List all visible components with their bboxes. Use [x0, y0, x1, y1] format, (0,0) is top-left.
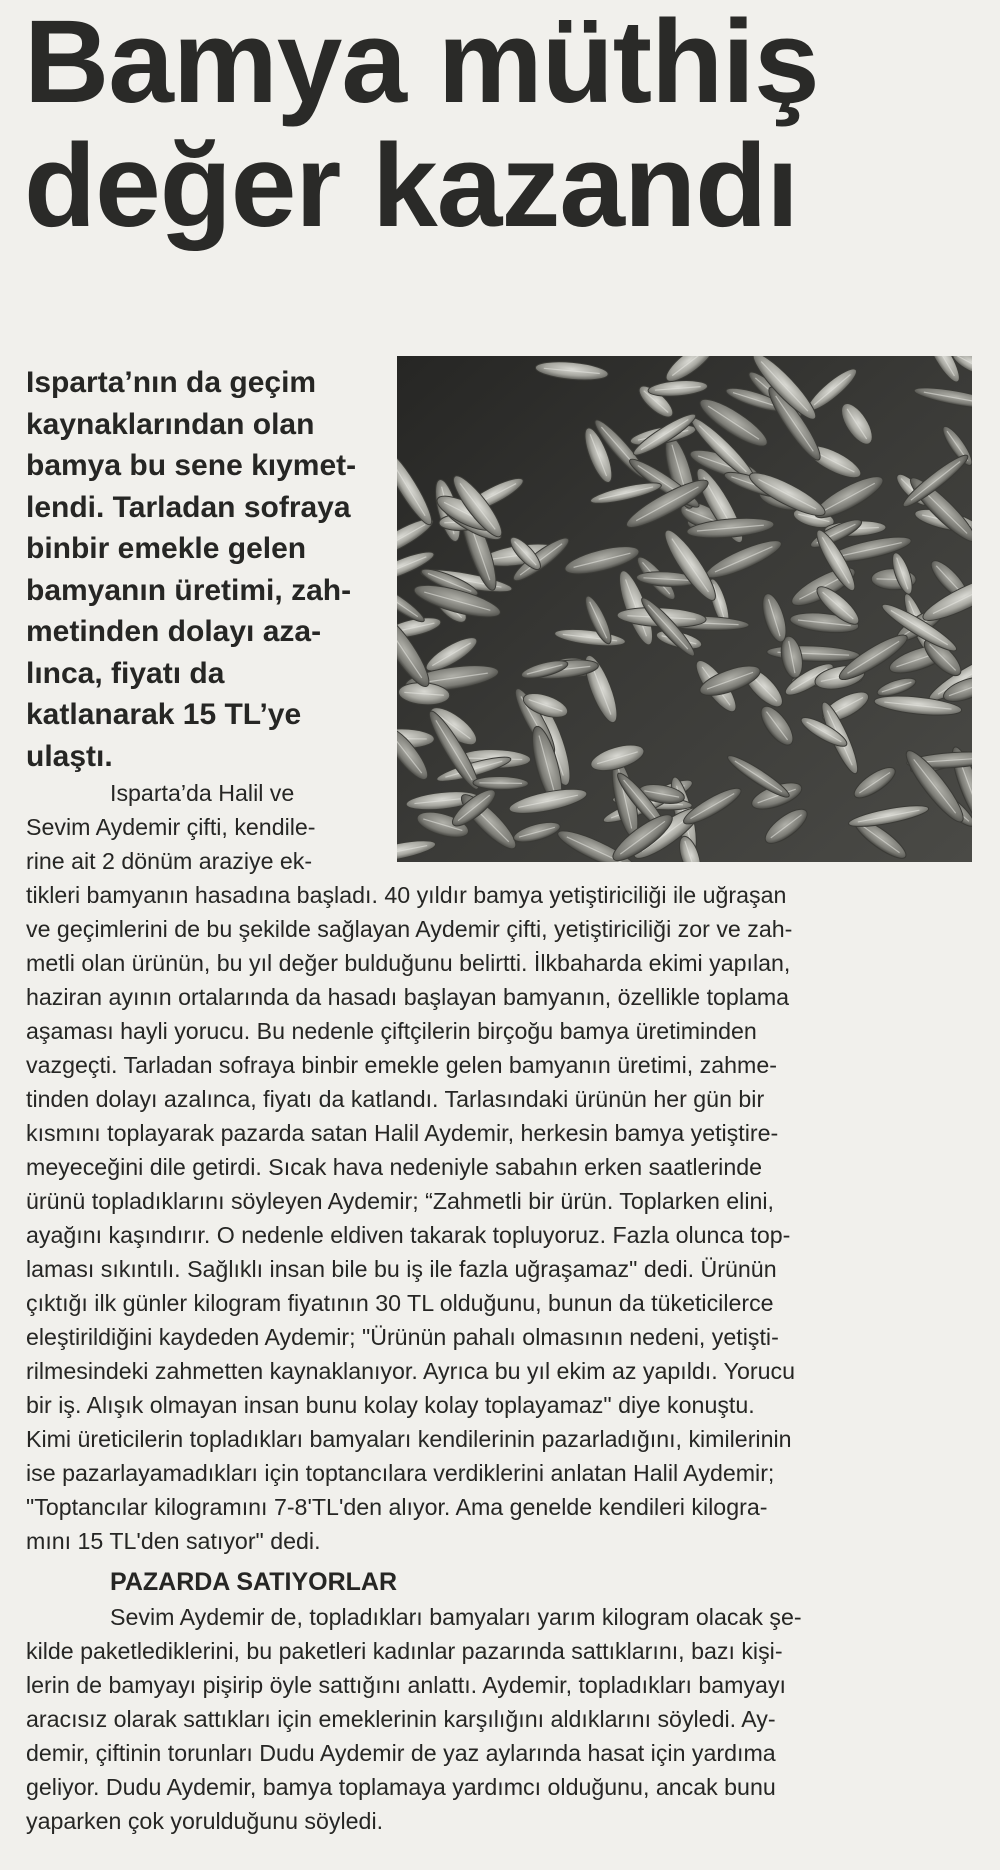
- body-line: meyeceğini dile getirdi. Sıcak hava nedeniyle sabahın erken saatlerinde: [26, 1154, 763, 1180]
- lead-line: Isparta’nın da geçim: [26, 366, 317, 399]
- body-line: ayağını kaşındırır. O nedenle eldiven takarak topluyoruz. Fazla olunca top-: [26, 1222, 791, 1248]
- body-line: vazgeçti. Tarladan sofraya binbir emekle gelen bamyanın üretimi, zahme-: [26, 1052, 777, 1078]
- lead-paragraph: [26, 362, 386, 777]
- body-line: aşaması hayli yorucu. Bu nedenle çiftçilerin birçoğu bamya üretiminden: [26, 1018, 757, 1044]
- body-line: haziran ayının ortalarında da hasadı başlayan bamyanın, özellikle toplama: [26, 984, 790, 1010]
- body-line: çıktığı ilk günler kilogram fiyatının 30 TL olduğunu, bunun da tüketicilerce: [26, 1290, 774, 1316]
- article-body: [26, 878, 984, 1558]
- okra-photo: [397, 356, 972, 862]
- headline: [24, 0, 984, 252]
- lead-line: lendi. Tarladan sofraya: [26, 490, 351, 524]
- body-line: Isparta’da Halil ve: [110, 780, 295, 806]
- body-line: ise pazarlayamadıkları için toptancılara verdiklerini anlatan Halil Aydemir;: [26, 1460, 775, 1486]
- body-line: tinden dolayı azalınca, fiyatı da katlandı. Tarlasındaki ürünün her gün bir: [26, 1086, 765, 1112]
- lead-line: binbir emekle gelen: [26, 532, 307, 565]
- headline-line-1: Bamya müthiş: [24, 0, 819, 128]
- lead-line: bamya bu sene kıymet-: [26, 449, 357, 482]
- body-line: ürünü topladıklarını söyleyen Aydemir; “Zahmetli bir ürün. Toplarken elini,: [26, 1188, 774, 1214]
- lead-line: kaynaklarından olan: [26, 407, 315, 441]
- body-line: aracısız olarak sattıkları için emeklerinin karşılığını aldıklarını söyledi. Ay-: [26, 1706, 776, 1732]
- okra-pile-image: [397, 356, 972, 862]
- lead-line: bamyanın üretimi, zah-: [26, 573, 352, 607]
- section-body: [26, 1600, 984, 1838]
- lead-line: lınca, fiyatı da: [26, 656, 225, 690]
- body-line: mını 15 TL'den satıyor" dedi.: [26, 1528, 321, 1554]
- side-column-text: [26, 776, 391, 878]
- body-line: geliyor. Dudu Aydemir, bamya toplamaya yardımcı olduğunu, ancak bunu: [26, 1774, 776, 1800]
- body-line: demir, çiftinin torunları Dudu Aydemir de yaz aylarında hasat için yardıma: [26, 1740, 776, 1766]
- body-line: rine ait 2 dönüm araziye ek-: [26, 848, 313, 874]
- headline-line-2: değer kazandı: [24, 120, 798, 252]
- body-line: lerin de bamyayı pişirip öyle sattığını anlattı. Aydemir, topladıkları bamyayı: [26, 1672, 786, 1698]
- body-line: "Toptancılar kilogramını 7-8'TL'den alıyor. Ama genelde kendileri kilogra-: [26, 1494, 768, 1520]
- lead-line: ulaştı.: [26, 739, 113, 773]
- body-line: metli olan ürünün, bu yıl değer bulduğunu belirtti. İlkbaharda ekimi yapılan,: [26, 950, 791, 976]
- body-line: kısmını toplayarak pazarda satan Halil Aydemir, herkesin bamya yetiştire-: [26, 1120, 779, 1146]
- okra-pod-ridge: [479, 783, 522, 784]
- body-line: rilmesindeki zahmetten kaynaklanıyor. Ayrıca bu yıl ekim az yapıldı. Yorucu: [26, 1358, 796, 1384]
- body-line: Sevim Aydemir de, topladıkları bamyaları yarım kilogram olacak şe-: [110, 1604, 802, 1630]
- body-line: Sevim Aydemir çifti, kendile-: [26, 814, 316, 840]
- body-line: kilde paketlediklerini, bu paketleri kadınlar pazarında sattıklarını, bazı kişi-: [26, 1638, 783, 1664]
- body-line: yaparken çok yorulduğunu söyledi.: [26, 1808, 384, 1834]
- body-line: Kimi üreticilerin topladıkları bamyaları kendilerinin pazarladığını, kimilerinin: [26, 1426, 792, 1452]
- body-line: tikleri bamyanın hasadına başladı. 40 yıldır bamya yetiştiriciliği ile uğraşan: [26, 882, 787, 908]
- body-line: eleştirildiğini kaydeden Aydemir; "Ürünün pahalı olmasının nedeni, yetişti-: [26, 1324, 779, 1350]
- lead-line: katlanarak 15 TL’ye: [26, 698, 302, 731]
- lead-line: metinden dolayı aza-: [26, 615, 322, 648]
- section-subheading: PAZARDA SATIYORLAR: [110, 1568, 398, 1596]
- body-line: laması sıkıntılı. Sağlıklı insan bile bu iş ile fazla uğraşamaz" dedi. Ürünün: [26, 1256, 777, 1282]
- body-line: ve geçimlerini de bu şekilde sağlayan Aydemir çifti, yetiştiriciliği zor ve zah-: [26, 916, 793, 942]
- body-line: bir iş. Alışık olmayan insan bunu kolay kolay toplayamaz" diye konuştu.: [26, 1392, 755, 1418]
